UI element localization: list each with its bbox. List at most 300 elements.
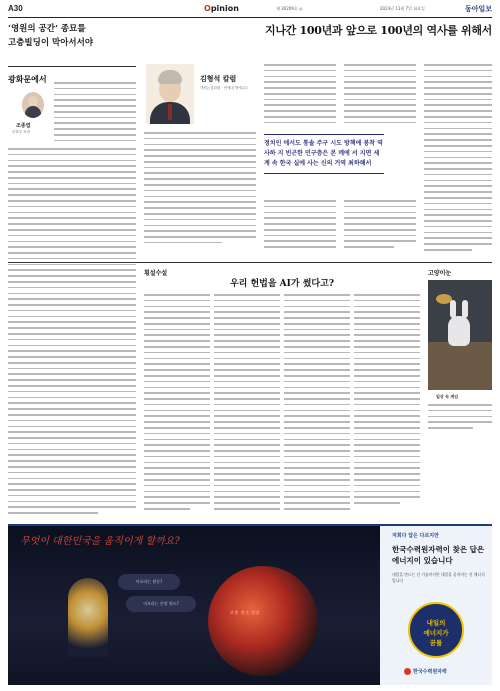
text-line xyxy=(214,433,280,435)
text-line xyxy=(8,171,136,173)
text-line xyxy=(214,473,280,475)
text-line xyxy=(424,116,492,118)
text-line xyxy=(8,160,136,162)
text-line xyxy=(284,300,350,302)
text-line xyxy=(144,306,210,308)
text-line xyxy=(344,93,416,95)
text-line xyxy=(354,387,420,389)
text-line xyxy=(8,495,136,497)
section-title xyxy=(204,4,239,13)
text-line xyxy=(344,235,416,237)
text-line xyxy=(284,410,350,412)
ad-speech-bubble-2: 이오라는 존망 원도? xyxy=(126,596,196,612)
text-line xyxy=(284,485,350,487)
text-line xyxy=(144,329,210,331)
text-line xyxy=(424,203,492,205)
text-line xyxy=(264,99,336,101)
text-line xyxy=(144,155,256,157)
text-line xyxy=(214,381,280,383)
text-line xyxy=(284,311,350,313)
text-line xyxy=(424,122,492,124)
text-line xyxy=(214,462,280,464)
text-line xyxy=(214,502,280,504)
text-line xyxy=(354,358,420,360)
text-line xyxy=(344,246,394,248)
text-line xyxy=(8,454,136,456)
text-line xyxy=(424,237,492,239)
text-line xyxy=(264,104,336,106)
text-line xyxy=(144,433,210,435)
text-line xyxy=(284,398,350,400)
photo-caption-body xyxy=(428,404,492,433)
advertisement[interactable] xyxy=(8,524,492,685)
issue-number: 제 30209호 ◎ xyxy=(276,6,303,11)
text-line xyxy=(354,415,420,417)
text-line xyxy=(8,408,136,410)
text-line xyxy=(8,217,136,219)
text-line xyxy=(354,450,420,452)
text-line xyxy=(354,381,420,383)
text-line xyxy=(284,502,350,504)
text-line xyxy=(214,387,280,389)
text-line xyxy=(264,116,336,118)
text-line xyxy=(424,128,492,130)
text-line xyxy=(144,161,256,163)
main-body-col3-top xyxy=(344,64,416,128)
rabbit-figure xyxy=(448,316,470,346)
text-line xyxy=(214,491,280,493)
text-line xyxy=(214,375,280,377)
text-line xyxy=(354,410,420,412)
ad-speech-bubble-1: 이오라는 원동? xyxy=(118,574,180,590)
text-line xyxy=(8,241,136,243)
text-line xyxy=(8,246,136,248)
text-line xyxy=(344,212,416,214)
ad-robot-label: 로봇 전기 건강 xyxy=(230,610,260,615)
photo-column-tag: 고양이눈 xyxy=(428,270,452,277)
text-line xyxy=(284,404,350,406)
text-line xyxy=(214,334,280,336)
text-line xyxy=(354,456,420,458)
text-line xyxy=(424,232,492,234)
text-line xyxy=(354,352,420,354)
photo-rabbit-figure xyxy=(428,280,492,390)
text-line xyxy=(344,99,416,101)
text-line xyxy=(344,81,416,83)
text-line xyxy=(144,184,256,186)
text-line xyxy=(284,456,350,458)
text-line xyxy=(144,190,256,192)
text-line xyxy=(344,116,416,118)
text-line xyxy=(8,293,136,295)
text-line xyxy=(424,99,492,101)
text-line xyxy=(144,201,256,203)
text-line xyxy=(214,369,280,371)
text-line xyxy=(144,144,256,146)
text-line xyxy=(284,433,350,435)
portrait-tie xyxy=(168,104,172,120)
text-line xyxy=(354,444,420,446)
text-line xyxy=(214,358,280,360)
text-line xyxy=(214,311,280,313)
text-line xyxy=(284,334,350,336)
text-line xyxy=(354,334,420,336)
text-line xyxy=(424,157,492,159)
text-line xyxy=(344,217,416,219)
text-line xyxy=(8,223,136,225)
text-line xyxy=(8,414,136,416)
text-line xyxy=(284,462,350,464)
main-body-col4 xyxy=(424,64,492,255)
text-line xyxy=(144,352,210,354)
text-line xyxy=(8,443,136,445)
text-line xyxy=(8,258,136,260)
text-line xyxy=(144,323,210,325)
left-column-article xyxy=(8,22,136,520)
left-body-top xyxy=(54,82,136,146)
text-line xyxy=(284,329,350,331)
text-line xyxy=(424,243,492,245)
text-line xyxy=(54,117,136,119)
text-line xyxy=(214,410,280,412)
text-line xyxy=(354,300,420,302)
left-author-role: 문화부 차장 xyxy=(12,130,31,134)
ad-emblem-line3: 꿈틀 xyxy=(429,639,443,647)
text-line xyxy=(214,427,280,429)
text-line xyxy=(354,467,420,469)
masthead xyxy=(8,4,492,18)
text-line xyxy=(144,317,210,319)
text-line xyxy=(214,456,280,458)
columnist-name: 김형석 칼럼 xyxy=(200,75,237,83)
text-line xyxy=(214,485,280,487)
text-line xyxy=(344,122,416,124)
text-line xyxy=(344,70,416,72)
text-line xyxy=(8,506,136,508)
ad-image-panel xyxy=(8,526,380,685)
khnp-logo-icon xyxy=(404,668,411,675)
text-line xyxy=(8,229,136,231)
text-line xyxy=(424,87,492,89)
ad-emblem-line2: 에너지가 xyxy=(423,629,449,637)
text-line xyxy=(214,329,280,331)
text-line xyxy=(8,212,136,214)
text-line xyxy=(284,375,350,377)
text-line xyxy=(354,306,420,308)
text-line xyxy=(8,437,136,439)
text-line xyxy=(354,496,420,498)
text-line xyxy=(424,185,492,187)
text-line xyxy=(354,398,420,400)
text-line xyxy=(8,321,136,323)
text-line xyxy=(144,375,210,377)
text-line xyxy=(8,148,136,150)
text-line xyxy=(8,501,136,503)
text-line xyxy=(8,206,136,208)
text-line xyxy=(214,404,280,406)
text-line xyxy=(8,165,136,167)
text-line xyxy=(354,421,420,423)
text-line xyxy=(344,110,416,112)
text-line xyxy=(8,512,98,514)
text-line xyxy=(144,462,210,464)
text-line xyxy=(144,444,210,446)
ad-light-figure xyxy=(68,578,108,658)
text-line xyxy=(354,392,420,394)
photo-shelf xyxy=(428,342,492,390)
text-line xyxy=(144,450,210,452)
main-body-col3-bottom xyxy=(344,200,416,252)
text-line xyxy=(284,473,350,475)
ad-kicker: 저희다 답은 다르지만 xyxy=(392,533,439,539)
text-line xyxy=(214,306,280,308)
text-line xyxy=(8,269,136,271)
text-line xyxy=(144,421,210,423)
text-line xyxy=(214,398,280,400)
text-line xyxy=(8,333,136,335)
text-line xyxy=(284,450,350,452)
text-line xyxy=(8,402,136,404)
text-line xyxy=(144,236,256,238)
text-line xyxy=(144,132,256,134)
photo-caption: 일상 속 게임 xyxy=(436,394,459,399)
text-line xyxy=(144,294,210,296)
text-line xyxy=(214,352,280,354)
text-line xyxy=(214,363,280,365)
text-line xyxy=(214,323,280,325)
section-title-rest: pinion xyxy=(210,4,239,13)
text-line xyxy=(54,122,136,124)
bottom-body-col4 xyxy=(354,294,420,508)
text-line xyxy=(284,392,350,394)
text-line xyxy=(424,151,492,153)
left-body xyxy=(8,148,136,518)
text-line xyxy=(344,229,416,231)
text-line xyxy=(428,404,492,406)
text-line xyxy=(144,427,210,429)
ad-body: 내일을 만드는 건 기술이지만 내일을 움직이는 건 에너지입니다 xyxy=(392,572,485,583)
text-line xyxy=(424,226,492,228)
ad-robot-figure xyxy=(208,566,318,676)
text-line xyxy=(54,140,136,142)
text-line xyxy=(144,213,256,215)
rabbit-ear-right xyxy=(462,300,468,318)
text-line xyxy=(354,473,420,475)
text-line xyxy=(354,363,420,365)
text-line xyxy=(54,82,136,84)
text-line xyxy=(8,304,136,306)
text-line xyxy=(144,196,256,198)
text-line xyxy=(144,381,210,383)
text-line xyxy=(284,427,350,429)
text-line xyxy=(214,479,280,481)
text-line xyxy=(144,167,256,169)
text-line xyxy=(284,317,350,319)
text-line xyxy=(8,356,136,358)
section-title-mark: O xyxy=(204,4,211,13)
text-line xyxy=(8,298,136,300)
text-line xyxy=(354,404,420,406)
left-headline-line2: 고층빌딩이 막아서서야 xyxy=(8,38,94,48)
bottom-column-tag: 횡설수설 xyxy=(144,270,168,277)
text-line xyxy=(428,421,492,423)
text-line xyxy=(354,340,420,342)
text-line xyxy=(284,439,350,441)
main-body-col2-bottom xyxy=(264,200,336,252)
text-line xyxy=(8,420,136,422)
text-line xyxy=(144,473,210,475)
section-divider xyxy=(8,262,492,263)
left-column-title: 광화문에서 xyxy=(8,75,47,84)
text-line xyxy=(428,410,492,412)
text-line xyxy=(424,174,492,176)
text-line xyxy=(8,466,136,468)
text-line xyxy=(144,178,256,180)
portrait-photo xyxy=(146,64,194,124)
text-line xyxy=(144,300,210,302)
bottom-body-col1 xyxy=(144,294,210,514)
text-line xyxy=(424,104,492,106)
text-line xyxy=(8,188,136,190)
text-line xyxy=(144,225,256,227)
text-line xyxy=(144,363,210,365)
text-line xyxy=(54,88,136,90)
text-line xyxy=(8,264,136,266)
portrait-hair xyxy=(158,70,182,84)
text-line xyxy=(8,281,136,283)
text-line xyxy=(354,329,420,331)
text-line xyxy=(424,81,492,83)
text-line xyxy=(8,345,136,347)
text-line xyxy=(264,110,336,112)
text-line xyxy=(424,180,492,182)
text-line xyxy=(264,93,336,95)
text-line xyxy=(354,294,420,296)
pull-quote: 정치인 에서도 통솔 주구 시도 방책에 봉착 역사하 지 빈곤한 민구층은 본 깨에 서 지면 세계 속 한국 실에 사는 신의 거역 최하해서 xyxy=(264,134,384,174)
ad-headline: 한국수력원자력이 찾은 답은 에너지이 있습니다 xyxy=(392,545,485,565)
main-body-col2-top xyxy=(264,64,336,128)
text-line xyxy=(8,316,136,318)
text-line xyxy=(284,381,350,383)
text-line xyxy=(264,229,336,231)
text-line xyxy=(264,246,336,248)
text-line xyxy=(424,191,492,193)
text-line xyxy=(144,369,210,371)
text-line xyxy=(354,491,420,493)
text-line xyxy=(424,162,492,164)
text-line xyxy=(144,485,210,487)
text-line xyxy=(284,444,350,446)
text-line xyxy=(8,373,136,375)
text-line xyxy=(354,369,420,371)
text-line xyxy=(8,235,136,237)
text-line xyxy=(144,439,210,441)
text-line xyxy=(8,200,136,202)
bottom-body-col3 xyxy=(284,294,350,514)
text-line xyxy=(424,249,472,251)
avatar-face xyxy=(28,96,38,107)
text-line xyxy=(354,311,420,313)
text-line xyxy=(214,508,280,510)
text-line xyxy=(8,287,136,289)
text-line xyxy=(284,340,350,342)
text-line xyxy=(344,240,416,242)
text-line xyxy=(8,177,136,179)
text-line xyxy=(8,397,136,399)
text-line xyxy=(344,64,416,66)
text-line xyxy=(284,415,350,417)
text-line xyxy=(344,104,416,106)
left-headline-line1: ‘영원의 공간’ 종묘를 xyxy=(8,24,86,34)
text-line xyxy=(144,340,210,342)
text-line xyxy=(354,317,420,319)
text-line xyxy=(144,491,210,493)
text-line xyxy=(284,294,350,296)
text-line xyxy=(144,467,210,469)
text-line xyxy=(424,64,492,66)
text-line xyxy=(8,483,136,485)
text-line xyxy=(144,207,256,209)
text-line xyxy=(284,467,350,469)
text-line xyxy=(144,410,210,412)
text-line xyxy=(264,240,336,242)
text-line xyxy=(214,346,280,348)
text-line xyxy=(144,242,222,244)
text-line xyxy=(424,220,492,222)
text-line xyxy=(8,154,136,156)
text-line xyxy=(144,496,210,498)
text-line xyxy=(264,87,336,89)
text-line xyxy=(214,300,280,302)
text-line xyxy=(8,472,136,474)
paper-name: 동아일보 xyxy=(464,5,492,13)
text-line xyxy=(264,212,336,214)
text-line xyxy=(8,460,136,462)
text-line xyxy=(284,352,350,354)
text-line xyxy=(354,439,420,441)
text-line xyxy=(284,369,350,371)
text-line xyxy=(214,340,280,342)
text-line xyxy=(8,489,136,491)
text-line xyxy=(284,346,350,348)
text-line xyxy=(144,479,210,481)
text-line xyxy=(144,346,210,348)
text-line xyxy=(424,168,492,170)
text-line xyxy=(214,317,280,319)
text-line xyxy=(144,456,210,458)
text-line xyxy=(424,209,492,211)
text-line xyxy=(264,235,336,237)
main-title: 지나간 100년과 앞으로 100년의 역사를 위해서 xyxy=(265,24,492,37)
text-line xyxy=(8,379,136,381)
text-line xyxy=(284,491,350,493)
text-line xyxy=(424,76,492,78)
text-line xyxy=(214,496,280,498)
columnist-role: 객원논설위원 · 연세대 명예교수 xyxy=(200,86,249,90)
text-line xyxy=(144,219,256,221)
text-line xyxy=(344,223,416,225)
text-line xyxy=(284,323,350,325)
bottom-column-title: 우리 헌법을 AI가 썼다고? xyxy=(229,279,335,289)
text-line xyxy=(354,323,420,325)
text-line xyxy=(54,111,136,113)
left-author: 조종엽 xyxy=(16,123,31,129)
text-line xyxy=(8,391,136,393)
text-line xyxy=(264,217,336,219)
text-line xyxy=(214,294,280,296)
text-line xyxy=(8,368,136,370)
text-line xyxy=(284,387,350,389)
